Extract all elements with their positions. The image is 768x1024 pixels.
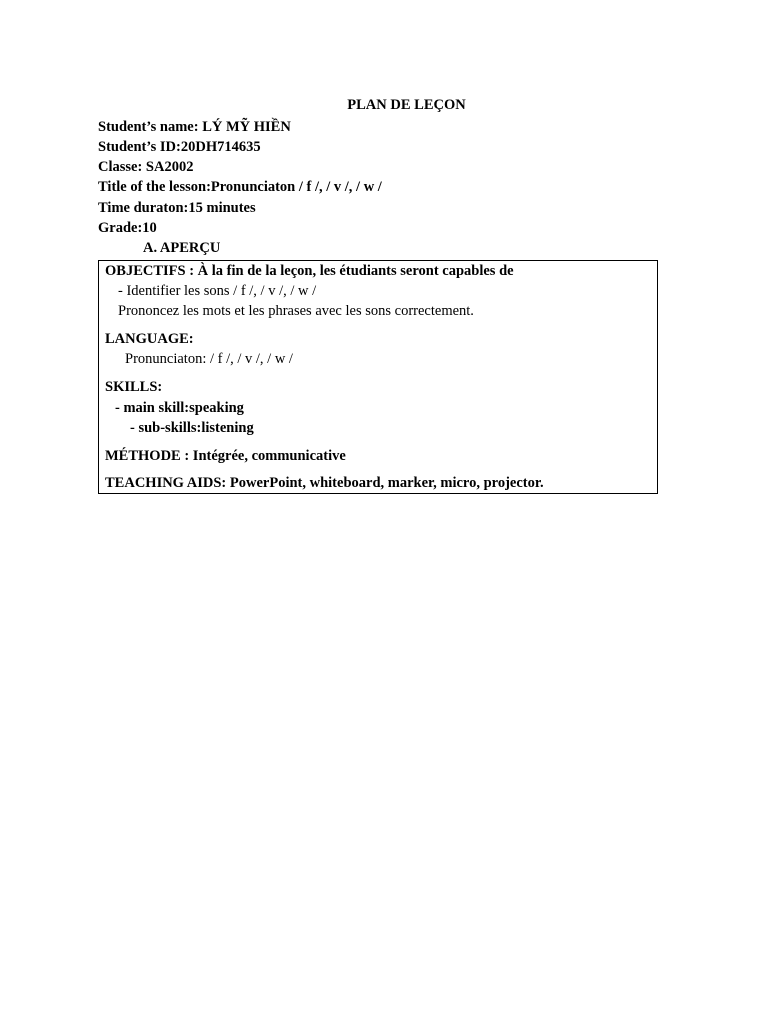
skill-item: - sub-skills:listening <box>130 420 254 436</box>
teaching-aids-line: TEACHING AIDS: PowerPoint, whiteboard, marker, micro, projector. <box>105 475 544 491</box>
methode-line: MÉTHODE : Intégrée, communicative <box>105 448 346 464</box>
skills-heading: SKILLS: <box>105 379 163 395</box>
time-duration: Time duraton:15 minutes <box>98 200 256 216</box>
overview-heading: A. APERÇU <box>143 240 221 256</box>
language-heading: LANGUAGE: <box>105 331 194 347</box>
lesson-title: Title of the lesson:Pronunciaton / f /, / v /, / w / <box>98 179 382 195</box>
student-name: Student’s name: LÝ MỸ HIỀN <box>98 119 291 135</box>
objective-item: Prononcez les mots et les phrases avec les sons correctement. <box>118 303 474 319</box>
student-id: Student’s ID:20DH714635 <box>98 139 261 155</box>
language-item: Pronunciaton: / f /, / v /, / w / <box>125 351 293 367</box>
page-title: PLAN DE LEÇON <box>347 97 466 113</box>
grade: Grade:10 <box>98 220 157 236</box>
skill-item: - main skill:speaking <box>115 400 244 416</box>
class: Classe: SA2002 <box>98 159 194 175</box>
objectives-heading: OBJECTIFS : À la fin de la leçon, les étudiants seront capables de <box>105 263 514 279</box>
objective-item: - Identifier les sons / f /, / v /, / w / <box>118 283 317 299</box>
overview-box <box>98 260 658 494</box>
